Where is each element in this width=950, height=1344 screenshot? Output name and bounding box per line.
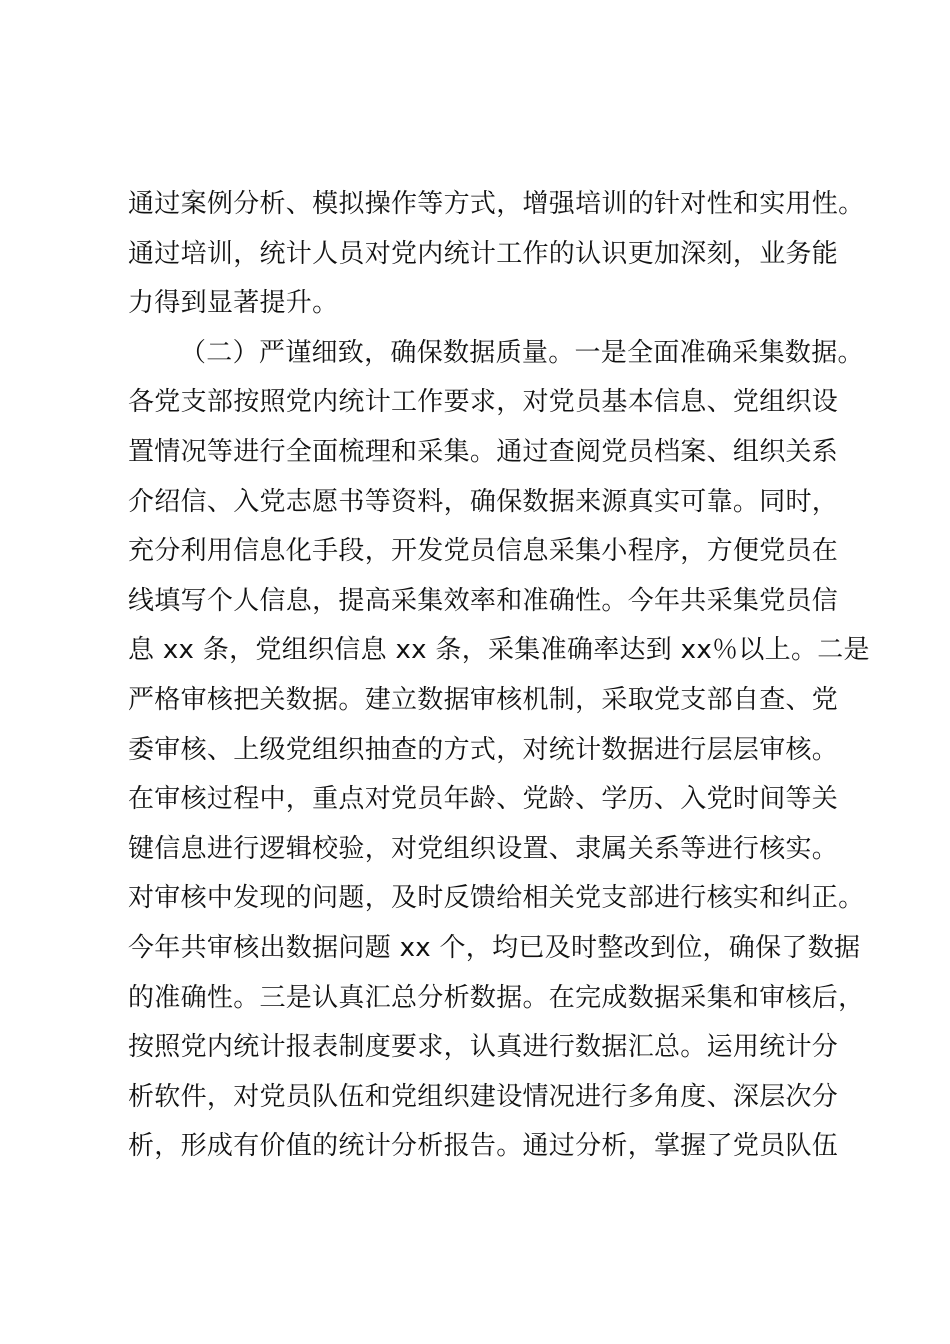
text-line: 按照党内统计报表制度要求，认真进行数据汇总。运用统计分	[128, 1032, 839, 1063]
text-line: 析软件，对党员队伍和党组织建设情况进行多角度、深层次分	[128, 1081, 839, 1112]
text-line: 在审核过程中，重点对党员年龄、党龄、学历、入党时间等关	[128, 784, 839, 815]
text-line: 介绍信、入党志愿书等资料，确保数据来源真实可靠。同时，	[128, 486, 839, 517]
text-line: 对审核中发现的问题，及时反馈给相关党支部进行核实和纠正。	[128, 883, 865, 914]
text-line: 充分利用信息化手段，开发党员信息采集小程序，方便党员在	[128, 536, 839, 567]
text-line: 置情况等进行全面梳理和采集。通过查阅党员档案、组织关系	[128, 436, 839, 467]
text-line: 的准确性。三是认真汇总分析数据。在完成数据采集和审核后，	[128, 982, 865, 1013]
text-line: 委审核、上级党组织抽查的方式，对统计数据进行层层审核。	[128, 734, 839, 765]
text-line: 严格审核把关数据。建立数据审核机制，采取党支部自查、党	[128, 684, 839, 715]
text-line: 线填写个人信息，提高采集效率和准确性。今年共采集党员信	[128, 585, 839, 616]
text-line: 键信息进行逻辑校验，对党组织设置、隶属关系等进行核实。	[128, 833, 839, 864]
text-line: （二）严谨细致，确保数据质量。一是全面准确采集数据。	[180, 337, 864, 368]
text-line: 息 xx 条，党组织信息 xx 条，采集准确率达到 xx％以上。二是	[128, 635, 870, 666]
body-text	[128, 180, 870, 1172]
text-line: 今年共审核出数据问题 xx 个，均已及时整改到位，确保了数据	[128, 932, 861, 963]
text-line: 力得到显著提升。	[128, 288, 339, 319]
text-line: 析，形成有价值的统计分析报告。通过分析，掌握了党员队伍	[128, 1131, 839, 1162]
text-line: 通过培训，统计人员对党内统计工作的认识更加深刻，业务能	[128, 238, 839, 269]
text-line: 各党支部按照党内统计工作要求，对党员基本信息、党组织设	[128, 387, 839, 418]
text-line: 通过案例分析、模拟操作等方式，增强培训的针对性和实用性。	[128, 189, 865, 219]
